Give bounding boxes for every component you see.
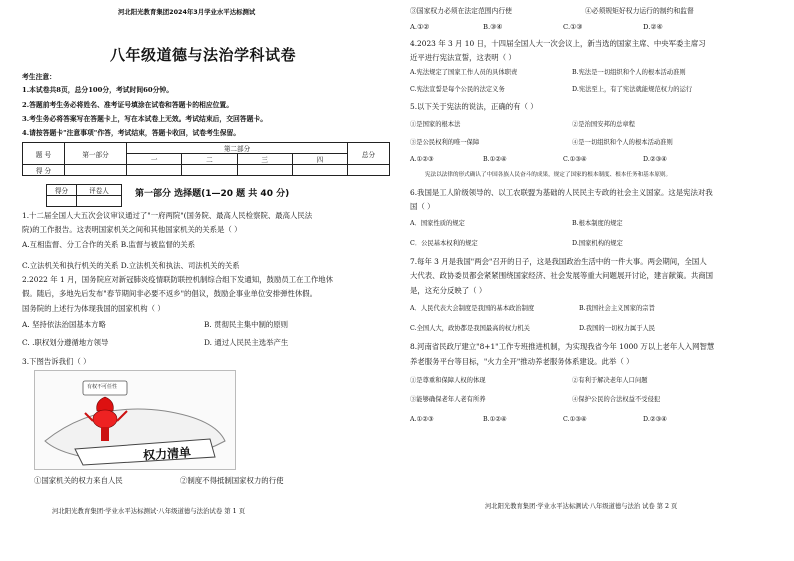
q5-option-3[interactable]: ③是公民权利的唯一保障: [410, 139, 480, 146]
score-row-label: 得 分: [23, 165, 65, 176]
score-cell[interactable]: [127, 165, 182, 176]
q4-option-c[interactable]: C.宪法宣誓是每个公民的法定义务: [410, 86, 505, 93]
q1-option-ab[interactable]: A.互相监督、分工合作的关系 B.监督与被监督的关系: [22, 240, 196, 249]
score-col-1: 一: [127, 154, 182, 165]
q1-option-cd[interactable]: C.立法机关和执行机关的关系 D.立法机关和执法、司法机关的关系: [22, 261, 240, 270]
q4-stem-1: 4.2023 年 3 月 10 日，十四届全国人大一次会议上，新当选的国家主席、中央军委主席习: [410, 39, 706, 48]
grader-name-label: 评卷人: [77, 185, 122, 196]
q4-option-d[interactable]: D.宪法至上，有了宪法就能规范权力的运行: [572, 86, 693, 93]
q8-choice-c[interactable]: C.①③④: [563, 416, 587, 423]
q8-stem-2: 养老服务平台等目标，"火力全开"推动养老服务体系建设。此举（ ）: [410, 357, 634, 366]
small-sign-text: 有权不可任性: [87, 384, 118, 390]
q2-option-b[interactable]: B. 贯彻民主集中制的原则: [204, 320, 289, 329]
q5-option-2[interactable]: ②是治国安邦的总章程: [572, 121, 635, 128]
score-header-part2: 第二部分: [127, 143, 348, 154]
q5-option-4[interactable]: ④是一切组织和个人的根本活动准则: [572, 139, 673, 146]
q2-option-d[interactable]: D. 通过人民民主选举产生: [204, 338, 289, 347]
score-cell[interactable]: [237, 165, 292, 176]
q6-option-d[interactable]: D.国家机构的规定: [572, 240, 623, 247]
score-cell[interactable]: [348, 165, 390, 176]
power-list-text: 权力清单: [142, 445, 192, 463]
grader-name-cell[interactable]: [77, 196, 122, 207]
q3-stem: 3.下图告诉我们（ ）: [22, 357, 91, 366]
power-list-illustration: [34, 370, 236, 470]
q7-option-d[interactable]: D.我国的一切权力属于人民: [579, 325, 656, 332]
q3-option-1[interactable]: ①国家机关的权力来自人民: [34, 476, 123, 485]
q3-option-2[interactable]: ②制度不得抵制国家权力的行使: [180, 476, 284, 485]
q6-option-c[interactable]: C．公民基本权利的规定: [410, 240, 478, 247]
q2-stem-1: 2.2022 年 1 月，国务院应对新冠肺炎疫情联防联控机制综合组下发通知，鼓励员工在工作地休: [22, 275, 334, 284]
q5-note: 宪法以法律的形式确认了中国各族人民奋斗的成果，规定了国家的根本制度、根本任务和基本原则。: [425, 172, 672, 178]
q1-stem-1: 1.十二届全国人大五次会议审议通过了"一府两院"(国务院、最高人民检察院、最高人民法: [22, 211, 313, 220]
page-2: [397, 0, 794, 561]
grader-score-cell[interactable]: [47, 196, 77, 207]
q2-option-a[interactable]: A. 坚持依法治国基本方略: [22, 320, 106, 329]
q5-choice-b[interactable]: B.①②④: [483, 156, 507, 163]
q6-stem-2: 国（ ）: [410, 202, 435, 211]
grader-score-label: 得分: [47, 185, 77, 196]
q7-option-a[interactable]: A．人民代表大会制度是我国的基本政治制度: [410, 305, 535, 312]
page-1-footer: 河北阳光教育集团·学业水平达标测试·八年级道德与法治试卷 第 1 页: [52, 507, 246, 515]
q2-option-c[interactable]: C. .职权划分遵循地方领导: [22, 338, 109, 347]
q8-stem-1: 8.河南省民政厅建立"8+1"工作专班推进机制，为实现我省今年 1000 万以上老年人入网智慧: [410, 342, 715, 351]
q7-stem-2: 大代表、政协委员都会紧紧围绕国家经济、社会发展等重大问题展开讨论，建言献策。共商国: [410, 271, 714, 280]
q3-choice-a[interactable]: A.①②: [410, 23, 430, 31]
q7-option-c[interactable]: C.全国人大，政协都是我国最高的权力机关: [410, 325, 530, 332]
grader-table: [46, 184, 122, 207]
q7-stem-1: 7.每年 3 月是我国"两会"召开的日子，这是我国政治生活中的一件大事。两会期间，全国人: [410, 257, 707, 266]
page-2-footer: 河北阳光教育集团·学业水平达标测试·八年级道德与法治 试卷 第 2 页: [485, 503, 678, 510]
q3-choice-d[interactable]: D.②④: [643, 23, 663, 31]
section-1-title: 第一部分 选择题(1—20 题 共 40 分): [135, 189, 290, 199]
q4-option-b[interactable]: B.宪法是一切组织和个人的根本活动准则: [572, 69, 686, 76]
q5-choice-d[interactable]: D.②③④: [643, 156, 667, 163]
q4-option-a[interactable]: A.宪法规定了国家工作人员的具体职责: [410, 69, 518, 76]
power-list-drawing: [35, 371, 235, 469]
q3-option-3[interactable]: ③国家权力必须在法定范围内行使: [410, 7, 512, 15]
score-cell[interactable]: [182, 165, 237, 176]
score-header-part1: 第一部分: [65, 143, 127, 165]
q5-option-1[interactable]: ①是国家的根本法: [410, 121, 461, 128]
score-table: [22, 142, 390, 176]
notice-2: 2.答题前考生务必将姓名、准考证号填涂在试卷和答题卡的相应位置。: [22, 101, 234, 109]
q5-choice-a[interactable]: A.①②③: [410, 156, 434, 163]
q7-option-b[interactable]: B.我国社会主义国家的宗旨: [579, 305, 655, 312]
q6-option-a[interactable]: A．国家性质的规定: [410, 220, 465, 227]
q2-stem-3: 国务院的上述行为体现我国的国家机构（ ）: [22, 304, 165, 313]
q5-choice-c[interactable]: C.①③④: [563, 156, 587, 163]
q1-stem-2: 院)的工作报告。这表明国家机关之间和其他国家机关的关系是（ ）: [22, 225, 242, 234]
notice-3: 3.考生务必将答案写在答题卡上，写在本试卷上无效。考试结束后，交回答题卡。: [22, 115, 267, 123]
q6-option-b[interactable]: B.根本制度的规定: [572, 220, 623, 227]
q3-choice-c[interactable]: C.①③: [563, 23, 583, 31]
q8-option-2[interactable]: ②有利于解决老年人口问题: [572, 377, 648, 384]
q8-choice-b[interactable]: B.①②④: [483, 416, 507, 423]
q8-choice-a[interactable]: A.①②③: [410, 416, 434, 423]
score-col-2: 二: [182, 154, 237, 165]
q5-stem: 5.以下关于宪法的说法，正确的有（ ）: [410, 102, 538, 111]
q8-option-3[interactable]: ③能够确保老年人老有所养: [410, 396, 486, 403]
exam-title: 八年级道德与法治学科试卷: [110, 46, 297, 64]
q8-choice-d[interactable]: D.②③④: [643, 416, 667, 423]
q4-stem-2: 近平进行宪法宣誓，这表明（ ）: [410, 53, 516, 62]
q3-choice-b[interactable]: B.③④: [483, 23, 503, 31]
q7-stem-3: 是，这充分反映了（ ）: [410, 286, 487, 295]
notice-4: 4.请按答题卡"注意事项"作答，考试结束，答题卡收回，试卷考生保留。: [22, 129, 241, 137]
score-header-total: 总分: [348, 143, 390, 165]
score-col-3: 三: [237, 154, 292, 165]
q8-option-1[interactable]: ①是尊重和保障人权的体现: [410, 377, 486, 384]
q3-option-4[interactable]: ④必须规矩好权力运行的制约和监督: [585, 7, 694, 15]
q6-stem-1: 6.我国是工人阶级领导的、以工农联盟为基础的人民民主专政的社会主义国家。这是宪法对我: [410, 188, 713, 197]
score-cell[interactable]: [292, 165, 347, 176]
q2-stem-2: 假。随后，多地先后发布"春节期间非必要不返乡"的倡议，鼓励企事业单位安排弹性休假。: [22, 289, 318, 298]
score-col-4: 四: [292, 154, 347, 165]
q8-option-4[interactable]: ④保护公民的合法权益不受侵犯: [572, 396, 661, 403]
score-header-qnum: 题 号: [23, 143, 65, 165]
page-header: 河北阳光教育集团2024年3月学业水平达标测试: [118, 8, 256, 16]
notice-1: 1.本试卷共8页，总分100分，考试时间60分钟。: [22, 86, 174, 94]
notice-title: 考生注意：: [22, 73, 56, 81]
score-cell[interactable]: [65, 165, 127, 176]
